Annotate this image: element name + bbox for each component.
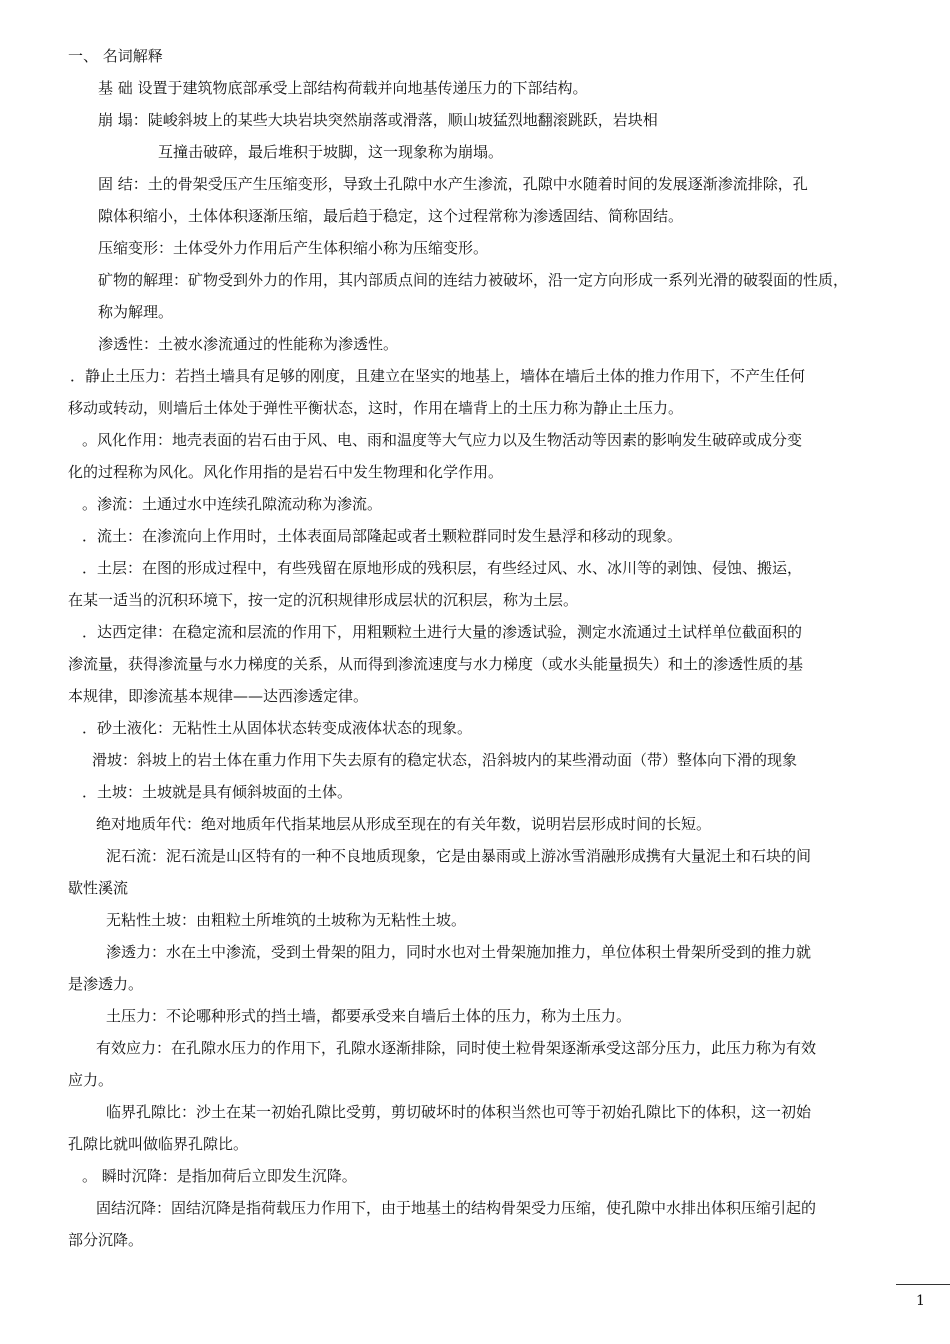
- page-number: 1: [916, 1293, 925, 1309]
- definition-line: 隙体积缩小，土体体积逐渐压缩，最后趋于稳定，这个过程常称为渗透固结、简称固结。: [98, 207, 684, 225]
- definition-line: 滑坡：斜坡上的岩土体在重力作用下失去原有的稳定状态，沿斜坡内的某些滑动面（带）整体向下滑的现象: [92, 751, 798, 769]
- definition-line: 绝对地质年代：绝对地质年代指某地层从形成至现在的有关年数，说明岩层形成时间的长短。: [96, 815, 712, 833]
- definition-line: 孔隙比就叫做临界孔隙比。: [68, 1135, 249, 1153]
- definition-line: 歇性溪流: [68, 879, 129, 897]
- definition-line: ．流土：在渗流向上作用时，土体表面局部隆起或者土颗粒群同时发生悬浮和移动的现象。: [82, 527, 683, 545]
- definition-line: 渗透力：水在土中渗流，受到土骨架的阻力，同时水也对土骨架施加推力，单位体积土骨架所受到的推力就: [106, 943, 812, 961]
- definition-line: 有效应力：在孔隙水压力的作用下，孔隙水逐渐排除，同时使土粒骨架逐渐承受这部分压力，此压力称为有效: [96, 1039, 817, 1057]
- definition-line: ．土层：在图的形成过程中，有些残留在原地形成的残积层，有些经过风、水、冰川等的剥蚀、侵蚀、搬运，: [82, 559, 803, 577]
- definition-line: 泥石流：泥石流是山区特有的一种不良地质现象，它是由暴雨或上游冰雪消融形成携有大量泥土和石块的间: [106, 847, 812, 865]
- definition-line: 部分沉降。: [68, 1231, 144, 1249]
- definition-line: 应力。: [68, 1071, 114, 1089]
- definition-line: 是渗透力。: [68, 975, 144, 993]
- footer-rule: [896, 1284, 950, 1285]
- definition-line: 渗流量，获得渗流量与水力梯度的关系，从而得到渗流速度与水力梯度（或水头能量损失）和土的渗透性质的基: [68, 655, 804, 673]
- definition-line: 化的过程称为风化。风化作用指的是岩石中发生物理和化学作用。: [68, 463, 504, 481]
- definition-line: 移动或转动，则墙后土体处于弹性平衡状态，这时，作用在墙背上的土压力称为静止土压力。: [68, 399, 684, 417]
- definition-line: 土压力：不论哪种形式的挡土墙，都要承受来自墙后土体的压力，称为土压力。: [106, 1007, 632, 1025]
- definition-line: 临界孔隙比：沙土在某一初始孔隙比受剪，剪切破坏时的体积当然也可等于初始孔隙比下的体积，这一初始: [106, 1103, 812, 1121]
- definition-line: 。渗流：土通过水中连续孔隙流动称为渗流。: [82, 495, 383, 513]
- definition-line: 在某一适当的沉积环境下，按一定的沉积规律形成层状的沉积层，称为土层。: [68, 591, 579, 609]
- definition-line: 固结沉降：固结沉降是指荷载压力作用下，由于地基土的结构骨架受力压缩，使孔隙中水排出体积压缩引起的: [96, 1199, 817, 1217]
- definition-line: 矿物的解理：矿物受到外力的作用，其内部质点间的连结力被破坏，沿一定方向形成一系列光滑的破裂面的性质，: [98, 271, 849, 289]
- definition-line: 固 结：土的骨架受压产生压缩变形，导致土孔隙中水产生渗流，孔隙中水随着时间的发展逐渐渗流排除，孔: [98, 175, 808, 193]
- definition-line: 本规律，即渗流基本规律——达西渗透定律。: [68, 687, 369, 705]
- definition-line: ．达西定律：在稳定流和层流的作用下，用粗颗粒土进行大量的渗透试验，测定水流通过土试样单位截面积的: [82, 623, 803, 641]
- definition-line: 。 瞬时沉降：是指加荷后立即发生沉降。: [82, 1167, 357, 1185]
- definition-line: 互撞击破碎，最后堆积于坡脚，这一现象称为崩塌。: [158, 143, 504, 161]
- definition-line: 。风化作用：地壳表面的岩石由于风、电、雨和温度等大气应力以及生物活动等因素的影响发生破碎或成分变: [82, 431, 803, 449]
- definition-line: 基 础 设置于建筑物底部承受上部结构荷载并向地基传递压力的下部结构。: [98, 79, 588, 97]
- definition-line: ．静止土压力：若挡土墙具有足够的刚度，且建立在坚实的地基上，墙体在墙后土体的推力作用下，不产生任何: [70, 367, 806, 385]
- definition-line: 崩 塌：陡峻斜坡上的某些大块岩块突然崩落或滑落，顺山坡猛烈地翻滚跳跃，岩块相: [98, 111, 658, 129]
- section-heading: 一、 名词解释: [68, 47, 163, 65]
- definition-line: 称为解理。: [98, 303, 174, 321]
- definition-line: ．土坡：土坡就是具有倾斜坡面的土体。: [82, 783, 353, 801]
- definition-line: ．砂土液化：无粘性土从固体状态转变成液体状态的现象。: [82, 719, 473, 737]
- definition-line: 渗透性：土被水渗流通过的性能称为渗透性。: [98, 335, 399, 353]
- definition-line: 压缩变形：土体受外力作用后产生体积缩小称为压缩变形。: [98, 239, 489, 257]
- definition-line: 无粘性土坡：由粗粒土所堆筑的土坡称为无粘性土坡。: [106, 911, 467, 929]
